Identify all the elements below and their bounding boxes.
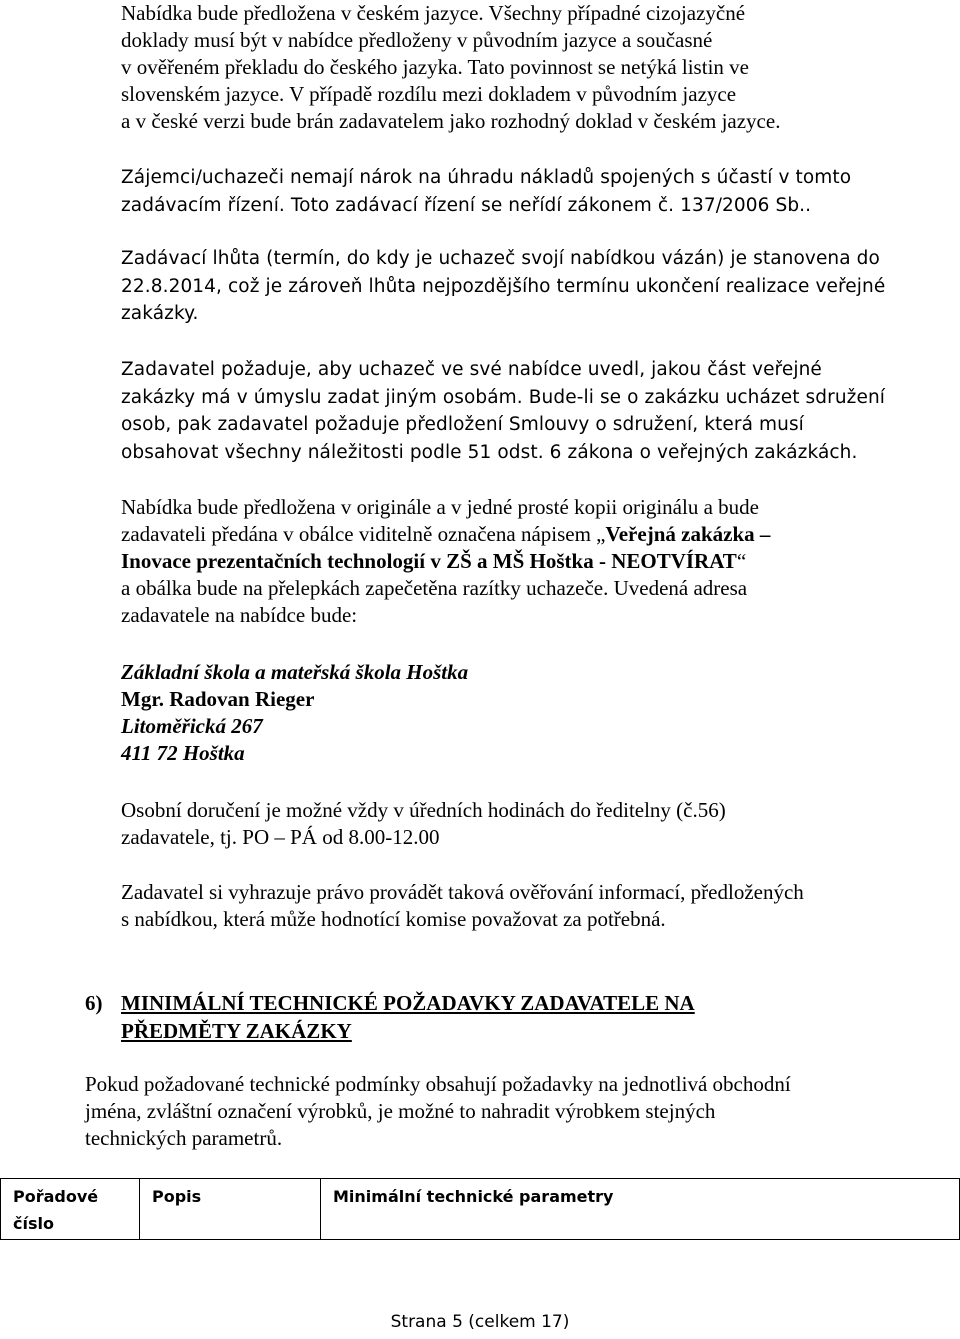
paragraph-submission — [121, 494, 921, 629]
text-line: Nabídka bude předložena v českém jazyce. Všechny případné cizojazyčné — [121, 1, 746, 25]
header-text: Pořadové — [13, 1187, 99, 1206]
text-line — [121, 521, 921, 548]
text-line: osob, pak zadavatel požaduje předložení Smlouvy o sdružení, která musí — [121, 414, 804, 435]
text-line: Zadavatel požaduje, aby uchazeč ve své nabídce uvedl, jakou část veřejné — [121, 359, 822, 380]
paragraph-trade-names — [85, 1071, 905, 1152]
header-text: číslo — [13, 1214, 54, 1233]
header-cell-parameters: Minimální technické parametry — [321, 1179, 960, 1240]
recipient-address — [121, 659, 921, 767]
text-line: Zadávací lhůta (termín, do kdy je uchazeč svojí nabídkou vázán) je stanovena do — [121, 248, 880, 269]
text-line: jména, zvláštní označení výrobků, je možné to nahradit výrobkem stejných — [85, 1099, 716, 1123]
text-line: doklady musí být v nabídce předloženy v původním jazyce a současné — [121, 28, 713, 52]
text-line: zakázky má v úmyslu zadat jiným osobám. Bude-li se o zakázku ucházet sdružení — [121, 386, 886, 408]
paragraph-subcontract — [121, 356, 921, 466]
paragraph-delivery — [121, 797, 921, 851]
text-run: zadavateli předána v obálce viditelně označena nápisem „ — [121, 522, 606, 546]
text-line: Zadavatel si vyhrazuje právo provádět taková ověřování informací, předložených — [121, 880, 804, 904]
paragraph-costs — [121, 164, 921, 219]
section-title-line: PŘEDMĚTY ZAKÁZKY — [121, 1019, 352, 1043]
header-cell-description: Popis — [140, 1179, 321, 1240]
requirements-table — [0, 1178, 960, 1240]
header-cell-order — [1, 1179, 140, 1240]
address-person: Mgr. Radovan Rieger — [121, 687, 315, 711]
envelope-label-part1: Veřejná zakázka – — [605, 522, 771, 546]
text-line: s nabídkou, která může hodnotící komise považovat za potřebná. — [121, 907, 666, 931]
section-heading — [85, 989, 905, 1045]
text-line: a v české verzi bude brán zadavatelem jako rozhodný doklad v českém jazyce. — [121, 109, 781, 133]
text-line: v ověřeném překladu do českého jazyka. Tato povinnost se netýká listin ve — [121, 55, 749, 79]
table-header-row — [1, 1179, 960, 1240]
section-title-line: MINIMÁLNÍ TECHNICKÉ POŽADAVKY ZADAVATELE NA — [121, 991, 695, 1015]
text-line: 22.8.2014, což je zároveň lhůta nejpozdějšího termínu ukončení realizace veřejné — [121, 275, 886, 297]
text-line: zadavatele na nabídce bude: — [121, 603, 358, 627]
text-line: zadavatele, tj. PO – PÁ od 8.00-12.00 — [121, 825, 440, 849]
address-city: 411 72 Hoštka — [121, 741, 245, 765]
paragraph-verification — [121, 879, 921, 933]
paragraph-deadline — [121, 245, 921, 328]
text-line: zadávacím řízení. Toto zadávací řízení se neřídí zákonem č. 137/2006 Sb.. — [121, 194, 812, 216]
text-line: technických parametrů. — [85, 1126, 283, 1150]
text-line: slovenském jazyce. V případě rozdílu mezi dokladem v původním jazyce — [121, 82, 737, 106]
paragraph-language — [121, 0, 921, 135]
text-line: Osobní doručení je možné vždy v úředních hodinách do ředitelny (č.56) — [121, 798, 726, 822]
section-number: 6) — [85, 991, 103, 1015]
text-line — [121, 548, 921, 575]
address-street: Litoměřická 267 — [121, 714, 263, 738]
text-line: Zájemci/uchazeči nemají nárok na úhradu nákladů spojených s účastí v tomto — [121, 167, 852, 188]
text-line: Nabídka bude předložena v originále a v jedné prosté kopii originálu a bude — [121, 495, 759, 519]
text-line: a obálka bude na přelepkách zapečetěna razítky uchazeče. Uvedená adresa — [121, 576, 748, 600]
text-line: obsahovat všechny náležitosti podle 51 odst. 6 zákona o veřejných zakázkách. — [121, 441, 858, 463]
page-footer: Strana 5 (celkem 17) — [390, 1312, 570, 1332]
text-line: zakázky. — [121, 303, 199, 324]
text-run: “ — [736, 549, 747, 573]
text-line: Pokud požadované technické podmínky obsahují požadavky na jednotlivá obchodní — [85, 1072, 791, 1096]
envelope-label-part2: Inovace prezentačních technologií v ZŠ a MŠ Hoštka - NEOTVÍRAT — [121, 549, 737, 573]
address-name: Základní škola a mateřská škola Hoštka — [121, 660, 469, 684]
